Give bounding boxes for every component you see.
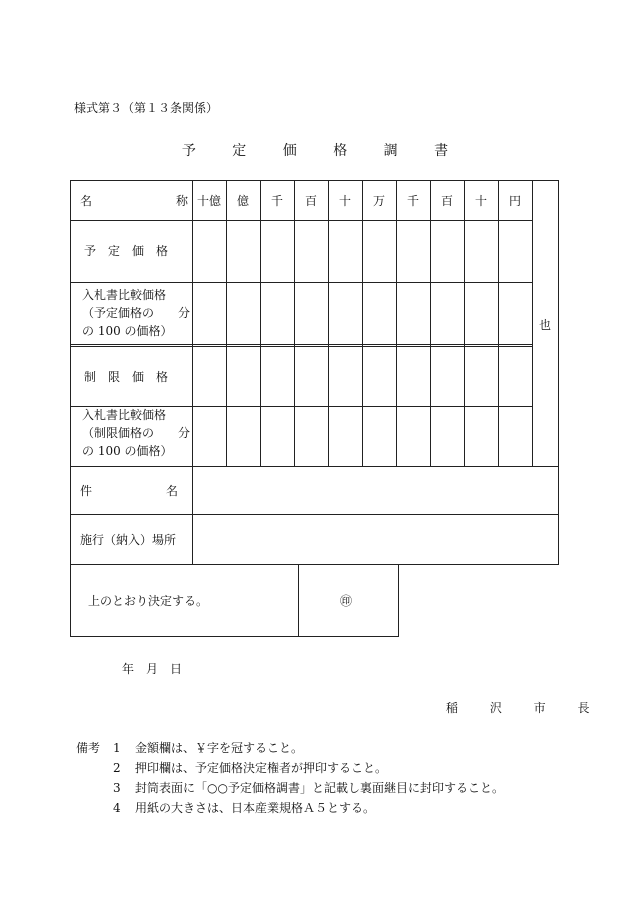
- digit-column-border: [396, 180, 397, 466]
- digit-header: 千: [406, 194, 419, 208]
- digit-header: 百: [440, 194, 453, 208]
- decision-text: 上のとおり決定する。: [88, 594, 209, 608]
- remark-number: 1: [113, 741, 121, 755]
- remark-text: 封筒表面に「○○予定価格調書」と記載し裏面継目に封印すること。: [135, 781, 504, 795]
- row-label-planned-price: 予 定 価 格: [84, 244, 169, 258]
- row-label-bid-compare-1: 入札書比較価格: [82, 288, 167, 302]
- digit-column-border: [430, 180, 431, 466]
- remark-number: 3: [113, 781, 121, 795]
- table-top-border: [70, 180, 558, 181]
- digit-header: 万: [372, 194, 385, 208]
- digit-column-border: [328, 180, 329, 466]
- remark-number: 2: [113, 761, 121, 775]
- row-divider: [70, 466, 558, 467]
- table-right-border: [558, 180, 559, 565]
- digit-header: 十億: [196, 194, 221, 208]
- row-divider: [70, 220, 532, 221]
- row-divider: [70, 514, 558, 515]
- digit-column-border: [464, 180, 465, 466]
- row-divider: [70, 344, 532, 345]
- remark-text: 用紙の大きさは、日本産業規格Ａ５とする。: [135, 801, 376, 815]
- decision-divider: [298, 564, 299, 636]
- header-name-label-2: 称: [176, 194, 189, 208]
- remark-item: [113, 779, 504, 796]
- row-label-limit-price: 制 限 価 格: [84, 370, 169, 384]
- row-label-bid-compare-2: の 100 の価格）: [82, 444, 173, 458]
- digit-header: 百: [304, 194, 317, 208]
- row-label-bid-compare-1: の 100 の価格）: [82, 324, 173, 338]
- header-name-label: 名: [80, 194, 93, 208]
- remark-item: [113, 739, 303, 756]
- digit-column-border: [226, 180, 227, 466]
- remark-number: 4: [113, 801, 121, 815]
- digit-column-border: [294, 180, 295, 466]
- row-divider: [70, 564, 558, 565]
- document-title: 予 定 価 格 調 書: [181, 143, 465, 159]
- remark-item: [113, 799, 375, 816]
- digit-column-border: [362, 180, 363, 466]
- row-label-place: 施行（納入）場所: [80, 533, 177, 547]
- remark-text: 押印欄は、予定価格決定権者が押印すること。: [135, 761, 388, 775]
- row-label-bid-compare-2: （制限価格の 分: [82, 426, 191, 440]
- decision-right-border: [398, 564, 399, 637]
- date-line: 年 月 日: [122, 662, 183, 676]
- digit-header: 十: [338, 194, 351, 208]
- digit-header: 千: [270, 194, 283, 208]
- mayor-signature: 稲 沢 市 長: [446, 701, 604, 715]
- remarks-heading: 備考: [76, 741, 101, 755]
- row-label-subject-2: 名: [166, 484, 179, 498]
- table-left-border: [70, 180, 71, 636]
- label-column-border: [192, 180, 193, 564]
- amount-suffix: 也: [538, 318, 551, 332]
- digit-header: 十: [474, 194, 487, 208]
- table-bottom-border: [70, 636, 398, 637]
- row-label-subject: 件: [80, 484, 93, 498]
- row-label-bid-compare-2: 入札書比較価格: [82, 408, 167, 422]
- seal-mark: ㊞: [340, 594, 353, 608]
- remark-item: [113, 759, 387, 776]
- row-divider-double: [70, 346, 532, 347]
- digit-header: 円: [508, 194, 521, 208]
- row-label-bid-compare-1: （予定価格の 分: [82, 306, 191, 320]
- digit-column-border: [498, 180, 499, 466]
- digit-header: 億: [236, 194, 249, 208]
- remark-text: 金額欄は、￥字を冠すること。: [135, 741, 304, 755]
- digit-column-border: [260, 180, 261, 466]
- row-divider: [70, 282, 532, 283]
- form-number: 様式第３（第１３条関係）: [74, 101, 219, 115]
